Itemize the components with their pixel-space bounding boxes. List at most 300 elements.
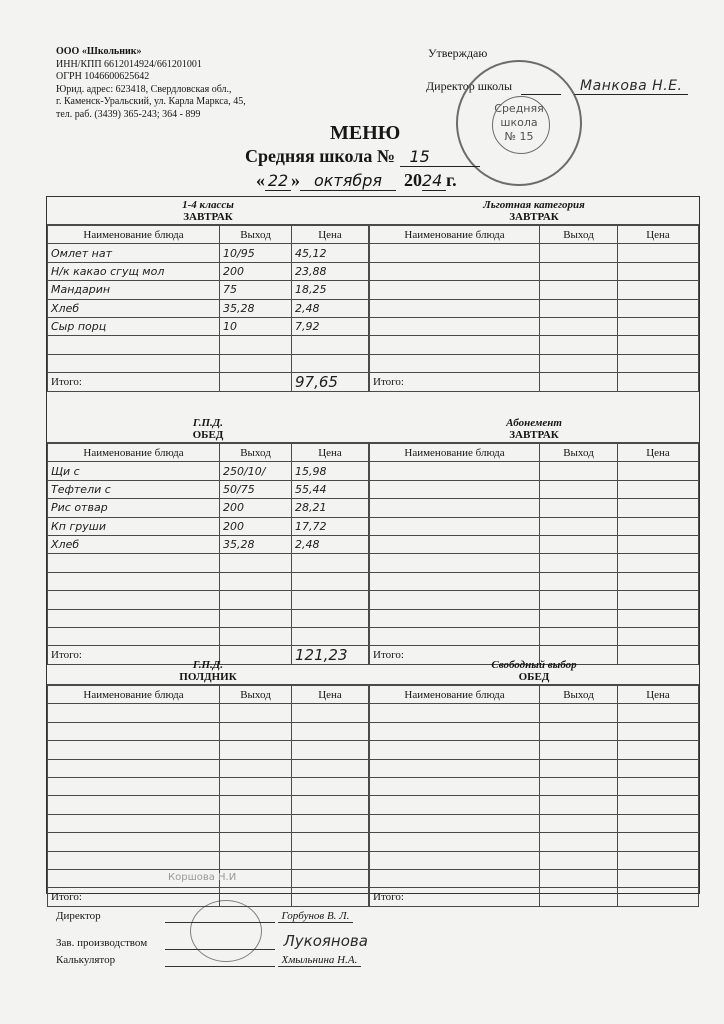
dish-price <box>618 591 699 609</box>
dish-output: 200 <box>220 262 292 280</box>
dish-output: 35,28 <box>220 299 292 317</box>
table-row <box>48 517 369 535</box>
section-category: Г.П.Д. <box>192 417 224 429</box>
table-row <box>370 851 699 869</box>
col-header-name: Наименование блюда <box>370 226 540 244</box>
dish-price <box>292 722 369 740</box>
dish-name <box>48 833 220 851</box>
dish-price <box>292 704 369 722</box>
signature-scribble <box>190 900 262 962</box>
total-value <box>618 888 699 906</box>
dish-output <box>220 336 292 354</box>
sig-director-name: Горбунов В. Л. <box>278 910 354 923</box>
dish-price <box>618 833 699 851</box>
dish-name <box>370 722 540 740</box>
dish-price <box>618 517 699 535</box>
org-address-1: Юрид. адрес: 623418, Свердловская обл., <box>56 83 232 95</box>
dish-output <box>540 499 618 517</box>
approve-label: Утверждаю <box>428 46 488 60</box>
total-value: 97,65 <box>292 373 369 392</box>
dish-price <box>618 480 699 498</box>
date-year: 24 <box>422 171 446 191</box>
dish-name <box>370 480 540 498</box>
dish-name <box>370 554 540 572</box>
dish-name <box>370 869 540 887</box>
faded-stamp-text: Коршова Н.И <box>168 872 237 883</box>
dish-output <box>220 591 292 609</box>
dish-price <box>292 777 369 795</box>
dish-price <box>618 554 699 572</box>
col-header-out: Выход <box>220 686 292 704</box>
page-title: МЕНЮ <box>330 122 401 144</box>
dish-price: 2,48 <box>292 535 369 553</box>
dish-name <box>370 777 540 795</box>
col-header-price: Цена <box>292 686 369 704</box>
dish-price <box>292 833 369 851</box>
table-row <box>48 262 369 280</box>
dish-output <box>540 317 618 335</box>
dish-price <box>618 535 699 553</box>
table-row <box>370 796 699 814</box>
dish-name: Омлет нат <box>48 244 220 262</box>
dish-name <box>370 572 540 590</box>
menu-table <box>47 443 369 665</box>
dish-price <box>292 796 369 814</box>
total-row <box>48 373 369 392</box>
section-category: Абонемент <box>506 417 562 429</box>
section-caption <box>369 415 699 443</box>
section-category: Свободный выбор <box>491 659 577 671</box>
dish-output <box>220 796 292 814</box>
dish-name <box>370 336 540 354</box>
school-number: 15 <box>400 147 480 167</box>
sig-calc-name: Хмыльнина Н.А. <box>278 954 362 967</box>
dish-output <box>540 244 618 262</box>
dish-output <box>220 741 292 759</box>
table-row <box>370 609 699 627</box>
dish-name <box>370 281 540 299</box>
org-inn: ИНН/КПП 6612014924/661201001 <box>56 58 202 70</box>
dish-name <box>48 627 220 645</box>
dish-price: 55,44 <box>292 480 369 498</box>
table-row <box>48 554 369 572</box>
dish-price: 23,88 <box>292 262 369 280</box>
dish-name <box>370 796 540 814</box>
dish-output <box>540 851 618 869</box>
col-header-out: Выход <box>220 226 292 244</box>
total-label: Итого: <box>370 888 540 906</box>
menu-table <box>369 443 699 665</box>
dish-output <box>540 833 618 851</box>
section-s1 <box>47 197 369 392</box>
dish-output: 35,28 <box>220 535 292 553</box>
dish-name <box>370 244 540 262</box>
approve-director-label: Директор школы <box>426 79 513 93</box>
table-row <box>370 281 699 299</box>
dish-name <box>370 833 540 851</box>
section-s3 <box>47 415 369 665</box>
dish-price <box>292 554 369 572</box>
col-header-out: Выход <box>540 686 618 704</box>
dish-name <box>370 704 540 722</box>
dish-output <box>540 869 618 887</box>
table-row <box>370 517 699 535</box>
dish-price <box>292 851 369 869</box>
dish-price <box>618 262 699 280</box>
dish-output <box>540 591 618 609</box>
dish-name <box>370 759 540 777</box>
sig-calc-label: Калькулятор <box>56 954 116 966</box>
dish-price <box>618 499 699 517</box>
table-row <box>48 704 369 722</box>
table-row <box>370 591 699 609</box>
dish-name: Мандарин <box>48 281 220 299</box>
dish-name <box>48 796 220 814</box>
dish-output: 200 <box>220 517 292 535</box>
dish-output <box>220 722 292 740</box>
dish-output <box>540 759 618 777</box>
org-name: ООО «Школьник» <box>56 46 142 57</box>
org-ogrn: ОГРН 1046600625642 <box>56 71 150 83</box>
dish-output: 10/95 <box>220 244 292 262</box>
sig-production-name: Лукоянова <box>283 932 368 950</box>
total-label: Итого: <box>370 373 540 391</box>
dish-name: Кп груши <box>48 517 220 535</box>
org-address-2: г. Каменск-Уральский, ул. Карла Маркса, 45, <box>56 96 246 108</box>
dish-name <box>48 777 220 795</box>
section-s6 <box>369 657 699 907</box>
total-value <box>618 373 699 391</box>
col-header-price: Цена <box>618 226 699 244</box>
section-caption <box>369 657 699 685</box>
table-row <box>48 535 369 553</box>
dish-name <box>48 354 220 372</box>
table-row <box>370 704 699 722</box>
total-label: Итого: <box>370 646 540 664</box>
section-meal: ЗАВТРАК <box>509 429 559 441</box>
dish-name <box>48 336 220 354</box>
table-row <box>370 741 699 759</box>
dish-name <box>370 299 540 317</box>
sig-production-label: Зав. производством <box>56 937 148 949</box>
dish-price <box>618 317 699 335</box>
dish-price <box>618 777 699 795</box>
dish-name <box>48 591 220 609</box>
dish-output <box>540 609 618 627</box>
dish-output <box>540 517 618 535</box>
dish-output <box>540 262 618 280</box>
dish-output <box>220 759 292 777</box>
date-year-prefix: 20 <box>404 170 422 190</box>
dish-output <box>540 704 618 722</box>
dish-output <box>220 627 292 645</box>
section-meal: ЗАВТРАК <box>183 211 233 223</box>
dish-output <box>540 572 618 590</box>
dish-name <box>48 814 220 832</box>
table-row <box>48 354 369 372</box>
table-row <box>48 572 369 590</box>
dish-price: 15,98 <box>292 462 369 480</box>
table-row <box>370 814 699 832</box>
dish-name <box>370 499 540 517</box>
dish-name <box>48 741 220 759</box>
dish-output <box>540 814 618 832</box>
dish-output <box>220 814 292 832</box>
dish-price: 7,92 <box>292 317 369 335</box>
table-row <box>370 480 699 498</box>
dish-output <box>540 722 618 740</box>
school-line <box>245 146 480 167</box>
table-row <box>48 722 369 740</box>
table-row <box>48 244 369 262</box>
dish-name <box>48 609 220 627</box>
dish-output <box>540 777 618 795</box>
dish-price <box>618 462 699 480</box>
dish-output <box>540 535 618 553</box>
dish-output <box>220 833 292 851</box>
dish-price <box>618 759 699 777</box>
dish-output <box>220 777 292 795</box>
col-header-name: Наименование блюда <box>370 444 540 462</box>
table-row <box>370 499 699 517</box>
dish-name <box>370 462 540 480</box>
total-spacer <box>540 373 618 391</box>
organization-block <box>56 46 246 122</box>
table-row <box>48 317 369 335</box>
section-meal: ПОЛДНИК <box>179 671 237 683</box>
dish-price <box>618 609 699 627</box>
table-row <box>370 317 699 335</box>
dish-output <box>540 796 618 814</box>
table-row <box>370 336 699 354</box>
section-caption <box>47 415 369 443</box>
dish-output <box>540 336 618 354</box>
dish-name <box>48 722 220 740</box>
col-header-out: Выход <box>540 226 618 244</box>
dish-output: 200 <box>220 499 292 517</box>
dish-price <box>618 741 699 759</box>
col-header-price: Цена <box>618 686 699 704</box>
dish-price <box>618 704 699 722</box>
total-label: Итого: <box>48 646 220 665</box>
date-close-quote: » <box>291 170 300 190</box>
col-header-name: Наименование блюда <box>48 686 220 704</box>
table-row <box>48 796 369 814</box>
dish-output <box>220 609 292 627</box>
dish-price: 28,21 <box>292 499 369 517</box>
section-meal: ЗАВТРАК <box>509 211 559 223</box>
dish-name: Н/к какао сгущ мол <box>48 262 220 280</box>
dish-name <box>370 262 540 280</box>
table-row <box>48 480 369 498</box>
table-row <box>370 535 699 553</box>
dish-price <box>618 354 699 372</box>
table-row <box>370 244 699 262</box>
menu-table <box>47 225 369 392</box>
dish-output: 10 <box>220 317 292 335</box>
dish-name: Рис отвар <box>48 499 220 517</box>
dish-price <box>292 591 369 609</box>
dish-name <box>48 554 220 572</box>
menu-sheet <box>46 196 700 903</box>
stamp-text-mid: школа <box>500 116 538 129</box>
dish-price <box>618 572 699 590</box>
col-header-out: Выход <box>540 444 618 462</box>
dish-output <box>540 554 618 572</box>
total-label: Итого: <box>48 373 220 392</box>
total-row <box>370 888 699 906</box>
dish-price <box>618 281 699 299</box>
stamp-text-top: Средняя <box>494 102 544 115</box>
dish-price <box>618 299 699 317</box>
dish-price: 45,12 <box>292 244 369 262</box>
school-stamp <box>456 60 582 186</box>
dish-output <box>220 704 292 722</box>
dish-name <box>370 814 540 832</box>
table-row <box>48 777 369 795</box>
dish-name <box>370 627 540 645</box>
dish-output: 250/10/ <box>220 462 292 480</box>
dish-price <box>292 609 369 627</box>
dish-name <box>48 704 220 722</box>
section-s4 <box>369 415 699 665</box>
table-row <box>48 609 369 627</box>
sig-director-label: Директор <box>56 910 101 922</box>
table-row <box>370 262 699 280</box>
dish-name <box>370 851 540 869</box>
dish-price <box>618 336 699 354</box>
dish-price <box>292 759 369 777</box>
dish-price <box>618 796 699 814</box>
table-row <box>48 851 369 869</box>
table-row <box>370 759 699 777</box>
col-header-name: Наименование блюда <box>370 686 540 704</box>
dish-output <box>540 627 618 645</box>
section-meal: ОБЕД <box>192 429 224 441</box>
dish-price <box>292 354 369 372</box>
dish-name: Сыр порц <box>48 317 220 335</box>
dish-output: 75 <box>220 281 292 299</box>
table-row <box>370 354 699 372</box>
dish-output <box>540 281 618 299</box>
col-header-price: Цена <box>292 444 369 462</box>
table-row <box>370 869 699 887</box>
menu-table <box>369 225 699 392</box>
section-meal: ОБЕД <box>518 671 550 683</box>
col-header-name: Наименование блюда <box>48 444 220 462</box>
total-spacer <box>540 888 618 906</box>
dish-name <box>48 572 220 590</box>
dish-price <box>292 572 369 590</box>
section-category: 1-4 классы <box>182 199 234 211</box>
dish-price <box>618 851 699 869</box>
table-row <box>370 462 699 480</box>
table-row <box>370 722 699 740</box>
menu-table <box>369 685 699 907</box>
section-s2 <box>369 197 699 392</box>
stamp-text-num: № 15 <box>504 130 534 143</box>
dish-name: Хлеб <box>48 299 220 317</box>
date-line <box>256 170 457 191</box>
table-row <box>48 281 369 299</box>
dish-price <box>618 814 699 832</box>
date-open-quote: « <box>256 170 265 190</box>
dish-name <box>370 535 540 553</box>
col-header-out: Выход <box>220 444 292 462</box>
table-row <box>370 299 699 317</box>
table-row <box>48 814 369 832</box>
section-s5 <box>47 657 369 907</box>
section-category: Г.П.Д. <box>192 659 224 671</box>
dish-price: 18,25 <box>292 281 369 299</box>
section-caption <box>47 197 369 225</box>
total-label: Итого: <box>48 888 220 906</box>
date-month: октября <box>300 171 396 191</box>
table-row <box>370 627 699 645</box>
dish-output <box>540 741 618 759</box>
col-header-name: Наименование блюда <box>48 226 220 244</box>
dish-output <box>220 851 292 869</box>
table-row <box>370 833 699 851</box>
table-row <box>48 336 369 354</box>
dish-price: 17,72 <box>292 517 369 535</box>
col-header-price: Цена <box>292 226 369 244</box>
dish-price: 2,48 <box>292 299 369 317</box>
table-row <box>48 462 369 480</box>
section-caption <box>369 197 699 225</box>
dish-output <box>220 354 292 372</box>
org-phone: тел. раб. (3439) 365-243; 364 - 899 <box>56 108 201 120</box>
dish-price <box>618 869 699 887</box>
table-row <box>370 777 699 795</box>
dish-output <box>220 554 292 572</box>
dish-name <box>370 317 540 335</box>
dish-price <box>618 627 699 645</box>
dish-price <box>292 814 369 832</box>
school-label: Средняя школа № <box>245 146 395 166</box>
total-spacer <box>220 373 292 392</box>
table-row <box>370 572 699 590</box>
total-value <box>292 888 369 906</box>
dish-name <box>370 591 540 609</box>
dish-output <box>220 572 292 590</box>
dish-price <box>618 722 699 740</box>
dish-name: Хлеб <box>48 535 220 553</box>
table-row <box>48 833 369 851</box>
dish-name <box>370 354 540 372</box>
total-value: 121,23 <box>292 646 369 665</box>
dish-name: Тефтели с <box>48 480 220 498</box>
dish-name: Щи с <box>48 462 220 480</box>
date-day: 22 <box>265 171 291 191</box>
dish-price <box>292 741 369 759</box>
dish-price <box>292 869 369 887</box>
dish-output <box>540 299 618 317</box>
section-caption <box>47 657 369 685</box>
dish-output <box>540 462 618 480</box>
table-row <box>48 741 369 759</box>
dish-output <box>540 354 618 372</box>
dish-name <box>48 759 220 777</box>
section-category: Льготная категория <box>483 199 585 211</box>
dish-name <box>370 517 540 535</box>
table-row <box>48 499 369 517</box>
dish-output <box>540 480 618 498</box>
table-row <box>48 591 369 609</box>
table-row <box>48 759 369 777</box>
dish-price <box>292 627 369 645</box>
dish-name <box>48 851 220 869</box>
